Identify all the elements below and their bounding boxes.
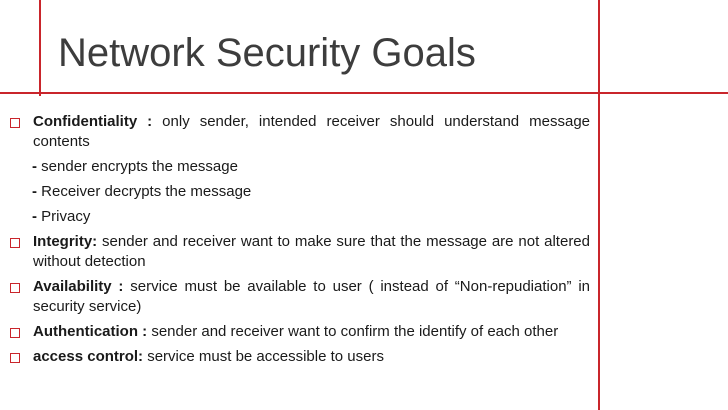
square-bullet-icon [10, 118, 20, 128]
goal-term: Authentication : [33, 323, 148, 340]
confidentiality-subpoint [0, 157, 590, 177]
confidentiality-subpoint [0, 207, 590, 227]
dash-marker: - [32, 158, 37, 175]
goal-term: access control: [33, 348, 144, 365]
square-bullet-icon [10, 238, 20, 248]
square-bullet-icon [10, 353, 20, 363]
goal-availability [0, 277, 590, 317]
subpoint-text: sender encrypts the message [37, 158, 238, 175]
goal-description: service must be accessible to users [143, 348, 384, 365]
slide-title: Network Security Goals [58, 31, 476, 75]
frame-vertical-rule [39, 0, 41, 96]
goal-description: sender and receiver want to confirm the identify of each other [147, 323, 559, 340]
goal-integrity [0, 232, 590, 272]
goal-description: sender and receiver want to make sure that the message are not altered without detection [33, 233, 590, 270]
goal-access-control [0, 347, 590, 367]
dash-marker: - [32, 183, 37, 200]
square-bullet-icon [10, 283, 20, 293]
subpoint-text: Receiver decrypts the message [37, 183, 252, 200]
goal-authentication [0, 322, 590, 342]
frame-right-rule [598, 0, 600, 410]
goal-description: only sender, intended receiver should understand message contents [33, 113, 590, 150]
goal-term: Availability : [33, 278, 124, 295]
square-bullet-icon [10, 328, 20, 338]
dash-marker: - [32, 208, 37, 225]
goal-term: Confidentiality : [33, 113, 153, 130]
goal-description: service must be available to user ( instead of “Non-repudiation” in security service) [33, 278, 591, 315]
goal-term: Integrity: [33, 233, 98, 250]
goals-list [0, 112, 590, 372]
frame-horizontal-rule [0, 92, 728, 94]
confidentiality-subpoint [0, 182, 590, 202]
subpoint-text: Privacy [37, 208, 91, 225]
goal-confidentiality [0, 112, 590, 152]
